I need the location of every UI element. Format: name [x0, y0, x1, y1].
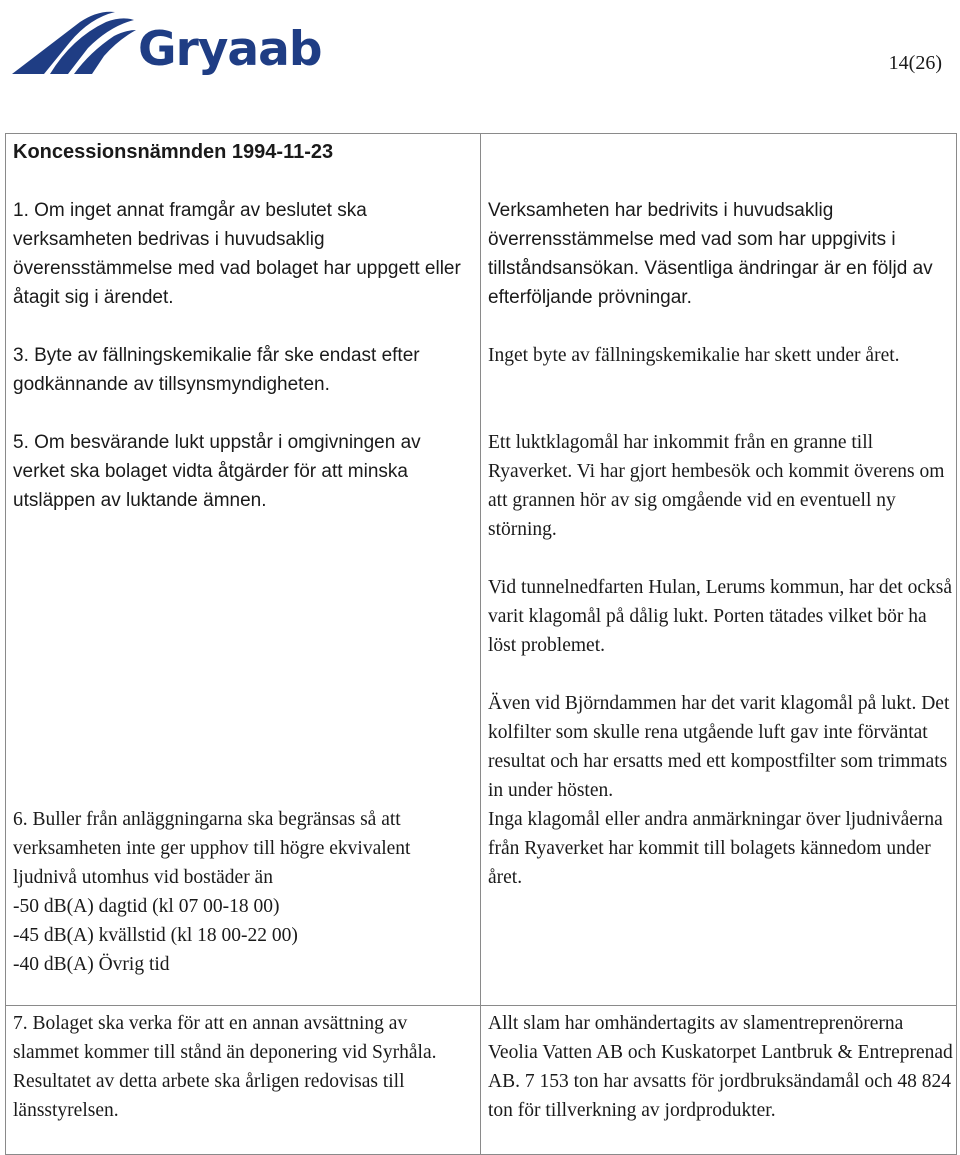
logo-wordmark: Gryaab [138, 22, 322, 77]
response-1: Verksamheten har bedrivits i huvudsaklig överrensstämmelse med vad som har uppgivits i tillståndsansökan. Väsentliga ändringar är en följd av efterföljande prövningar. [488, 200, 933, 308]
condition-3: 3. Byte av fällningskemikalie får ske endast efter godkännande av tillsynsmyndigheten. [13, 345, 420, 395]
page-number: 14(26) [888, 52, 942, 74]
noise-limit-other: -40 dB(A) Övrig tid [13, 954, 170, 975]
condition-5: 5. Om besvärande lukt uppstår i omgivningen av verket ska bolaget vidta åtgärder för att minska utsläppen av luktande ämnen. [13, 432, 421, 511]
gryaab-logo [10, 4, 322, 80]
response-5-bjorndammen: Även vid Björndammen har det varit klagomål på lukt. Det kolfilter som skulle rena utgående luft gav inte förväntat resultat och har ersatts med ett kompostfilter som trimmats in under hösten. [488, 693, 950, 801]
condition-1: 1. Om inget annat framgår av beslutet ska verksamheten bedrivas i huvudsaklig överensstämmelse med vad bolaget har uppgett eller åtagit sig i ärendet. [13, 200, 461, 308]
compliance-table [5, 133, 957, 1155]
noise-limit-day: -50 dB(A) dagtid (kl 07 00-18 00) [13, 896, 280, 917]
response-5-hulan: Vid tunnelnedfarten Hulan, Lerums kommun, har det också varit klagomål på dålig lukt. Porten tätades vilket bör ha löst problemet. [488, 577, 952, 656]
column-divider [480, 134, 481, 1154]
response-5-complaint: Ett luktklagomål har inkommit från en granne till Ryaverket. Vi har gjort hembesök och kommit överens om att grannen hör av sig omgående vid en eventuell ny störning. [488, 432, 945, 540]
response-6: Inga klagomål eller andra anmärkningar över ljudnivåerna från Ryaverket har kommit till bolagets kännedom under året. [488, 809, 943, 888]
logo-swoosh-icon [10, 4, 140, 80]
noise-limit-evening: -45 dB(A) kvällstid (kl 18 00-22 00) [13, 925, 298, 946]
condition-6 [13, 805, 475, 979]
response-3: Inget byte av fällningskemikalie har skett under året. [488, 345, 900, 366]
decision-heading: Koncessionsnämnden 1994-11-23 [13, 141, 334, 163]
response-7: Allt slam har omhändertagits av slamentreprenörerna Veolia Vatten AB och Kuskatorpet Lantbruk & Entreprenad AB. 7 153 ton har avsatts för jordbruksändamål och 48 824 ton för tillverkning av jordprodukter. [488, 1013, 953, 1121]
condition-7: 7. Bolaget ska verka för att en annan avsättning av slammet kommer till stånd än deponering vid Syrhåla. Resultatet av detta arbete ska årligen redovisas till länsstyrelsen. [13, 1013, 437, 1121]
condition-6-text: 6. Buller från anläggningarna ska begränsas så att verksamheten inte ger upphov till högre ekvivalent ljudnivå utomhus vid bostäder än [13, 809, 411, 888]
row-divider [6, 1005, 956, 1006]
